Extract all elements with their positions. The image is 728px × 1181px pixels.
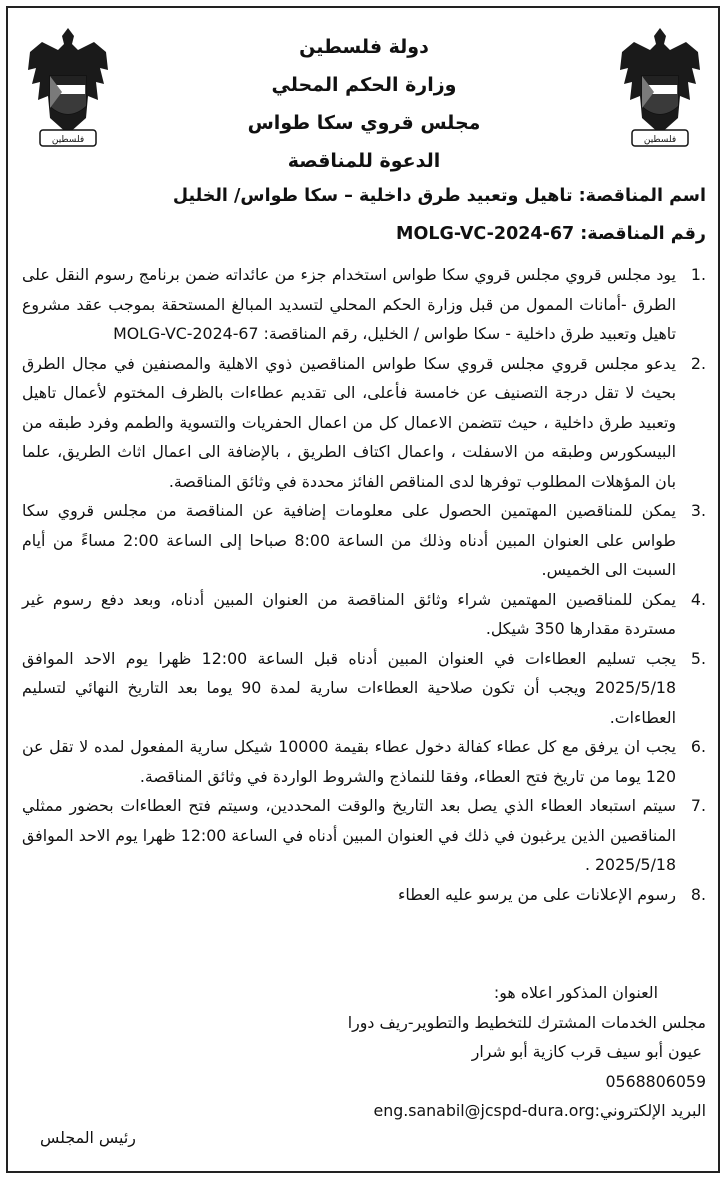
tender-name: اسم المناقصة: تاهيل وتعبيد طرق داخلية – سكا طواس/ الخليل — [172, 186, 706, 206]
item-text: رسوم الإعلانات على من يرسو عليه العطاء — [398, 884, 676, 904]
invitation-title: الدعوة للمناقصة — [287, 150, 441, 172]
item-text: يود مجلس قروي مجلس قروي سكا طواس استخدام جزء من عائداته ضمن برنامج رسوم النقل على الطرق -أمانات الممول من قبل وزارة الحكم المحلي لتسديد المبالغ المستحقة بموجب عقد مشروع تاهيل وتعبيد طرق داخلية - سكا طواس / الخليل، رقم المناقصة: MOLG-VC-2024-67 — [22, 265, 676, 343]
tender-terms — [22, 260, 706, 909]
item-text: يمكن للمناقصين المهتمين الحصول على معلومات إضافية عن المناقصة من مجلس قروي سكا طواس على العنوان المبين أدناه وذلك من الساعة 8:00 صباحا إلى الساعة 2:00 مساءً من أيام السبت الى الخميس. — [22, 501, 676, 579]
document-header — [150, 28, 578, 180]
item-text: يجب تسليم العطاءات في العنوان المبين أدناه قبل الساعة 12:00 ظهرا يوم الاحد الموافق 2025/5/18 ويجب أن تكون صلاحية العطاءات سارية لمدة 90 يوما بعد التاريخ النهائي لتسليم العطاءات. — [22, 648, 677, 727]
emblem-caption-right: فلسطين — [643, 135, 677, 145]
item-number: .5 — [690, 648, 706, 668]
item-text: يجب ان يرفق مع كل عطاء كفالة دخول عطاء بقيمة 10000 شيكل سارية المفعول لمده لا تقل عن 120 يوما من تاريخ فتح العطاء، وفقا للنماذج والشروط الواردة في وثائق المناقصة. — [22, 737, 676, 786]
list-item — [22, 644, 706, 733]
emblem-caption-left: فلسطين — [51, 135, 85, 145]
item-number: .1 — [690, 265, 706, 284]
item-number: .7 — [690, 796, 706, 815]
ministry-name: وزارة الحكم المحلي — [271, 74, 457, 96]
council-name: مجلس قروي سكا طواس — [247, 112, 481, 134]
palestine-emblem-right — [614, 22, 706, 154]
address-organization: مجلس الخدمات المشترك للتخطيط والتطوير-ريف دورا — [347, 1012, 706, 1032]
list-item — [22, 349, 706, 497]
list-item — [22, 791, 706, 880]
item-number: .2 — [690, 353, 706, 373]
state-name: دولة فلسطين — [299, 36, 429, 58]
palestine-emblem-left — [22, 22, 114, 154]
address-email: البريد الإلكتروني:eng.sanabil@jcspd-dura.org — [373, 1101, 706, 1120]
item-number: .6 — [690, 737, 706, 756]
item-text: يدعو مجلس قروي مجلس قروي سكا طواس المناقصين ذوي الاهلية والمصنفين في مجال الطرق بحيث لا تقل درجة التصنيف عن خامسة فأعلى، الى تقديم عطاءات بالظرف المختوم لأعمال تاهيل وتعبيد طرق داخلية ، حيث تتضمن الاعمال كل من اعمال الحفريات والتسوية والطمم وفرد طبقه من البيسكورس وطبقه من الاسفلت ، واعمال اكتاف الطريق ، بالإضافة الى اعمال اثاث الطريق، علما بان المؤهلات المطلوب توفرها لدى المناقص الفائز محددة في وثائق المناقصة. — [22, 353, 676, 491]
item-text: سيتم استبعاد العطاء الذي يصل بعد التاريخ والوقت المحددين، وسيتم فتح العطاءات بحضور ممثلي المناقصين الذين يرغبون في ذلك في العنوان المبين أدناه في الساعة 12:00 ظهرا يوم الاحد الموافق 2025/5/18 . — [22, 796, 677, 874]
council-head-signature: رئيس المجلس — [40, 1128, 136, 1147]
item-text: يمكن للمناقصين المهتمين شراء وثائق المناقصة من العنوان المبين أدناه، وبعد دفع رسوم غير مستردة مقدارها 350 شيكل. — [22, 589, 676, 638]
address-block — [22, 978, 706, 1126]
list-item — [22, 260, 706, 349]
item-number: .8 — [690, 884, 706, 904]
address-phone: 0568806059 — [605, 1071, 706, 1091]
item-number: .3 — [690, 501, 706, 520]
eagle-emblem-icon — [614, 22, 706, 154]
address-location: عيون أبو سيف قرب كازية أبو شرار — [471, 1042, 702, 1061]
list-item — [22, 880, 706, 910]
tender-number: رقم المناقصة: MOLG-VC-2024-67 — [396, 224, 706, 244]
eagle-emblem-icon — [22, 22, 114, 154]
list-item — [22, 496, 706, 585]
list-item — [22, 732, 706, 791]
address-intro: العنوان المذكور اعلاه هو: — [493, 983, 658, 1002]
list-item — [22, 585, 706, 644]
item-number: .4 — [690, 589, 706, 609]
